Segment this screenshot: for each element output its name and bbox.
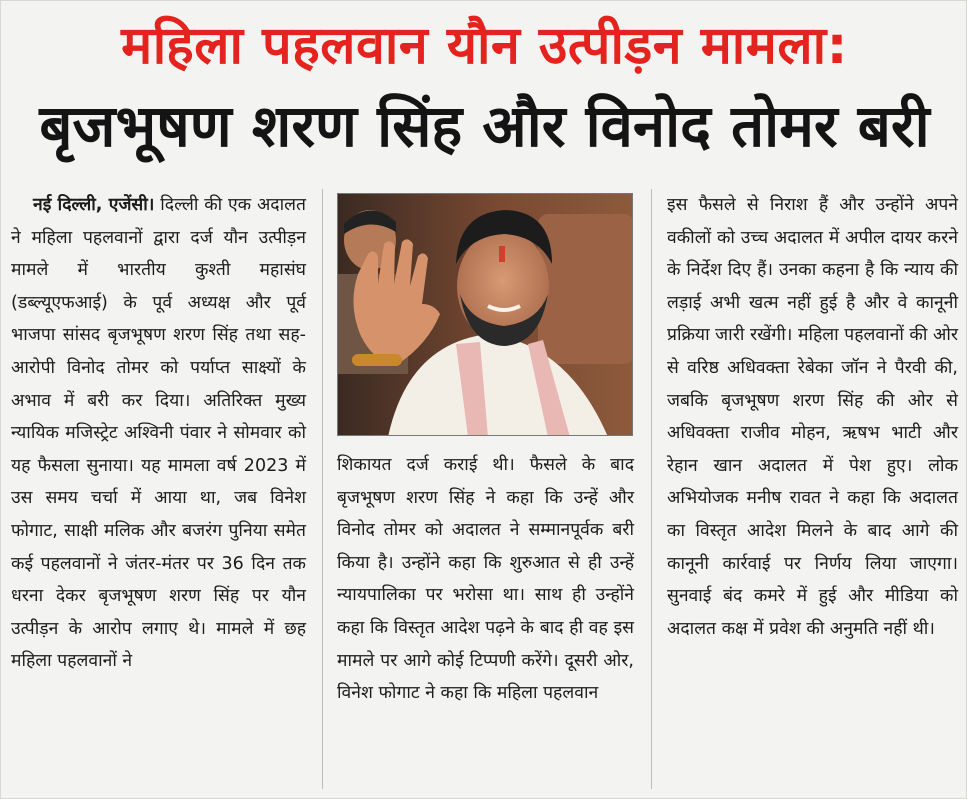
headline-main: बृजभूषण शरण सिंह और विनोद तोमर बरी: [39, 92, 930, 160]
car-seat: [538, 214, 633, 364]
column-divider: [322, 189, 323, 789]
news-photo: [337, 193, 633, 436]
article-column-1: [11, 189, 306, 678]
column-3-text: इस फैसले से निराश हैं और उन्होंने अपने वकीलों को उच्च अदालत में अपील दायर करने के निर्देश दिए हैं। उनका कहना है कि न्याय की लड़ाई अभी खत्म नहीं हुई है और वे कानूनी प्रक्रिया जारी रखेंगी। महिला पहलवानों की ओर से वरिष्ठ अधिवक्ता रेबेका जॉन ने पैरवी की, जबकि बृजभूषण शरण सिंह की ओर से अधिवक्ता राजीव मोहन, ऋषभ भाटी और रेहान खान अदालत में पेश हुए। लोक अभियोजक मनीष रावत ने कहा कि अदालत का विस्तृत आदेश मिलने के बाद आगे की कानूनी कार्रवाई पर निर्णय लिया जाएगा। सुनवाई बंद कमरे में हुई और मीडिया को अदालत कक्ष में प्रवेश की अनुमति नहीं थी।: [667, 195, 959, 639]
bracelet: [352, 354, 402, 366]
article-column-2: [337, 449, 634, 710]
column-divider: [651, 189, 652, 789]
article-column-3: [667, 189, 958, 645]
dateline: नई दिल्ली, एजेंसी।: [33, 195, 155, 215]
tilak: [499, 246, 505, 262]
headline-kicker: महिला पहलवान यौन उत्पीड़न मामला:: [121, 16, 848, 76]
column-2-text: शिकायत दर्ज कराई थी। फैसले के बाद बृजभूषण शरण सिंह ने कहा कि उन्हें और विनोद तोमर को अदालत ने सम्मानपूर्वक बरी किया है। उन्होंने कहा कि शुरुआत से ही उन्हें न्यायपालिका पर भरोसा था। साथ ही उन्होंने कहा कि विस्तृत आदेश पढ़ने के बाद ही वह इस मामले पर आगे कोई टिप्पणी करेंगे। दूसरी ओर, विनेश फोगाट ने कहा कि महिला पहलवान: [337, 455, 634, 704]
column-1-text: दिल्ली की एक अदालत ने महिला पहलवानों द्वारा दर्ज यौन उत्पीड़न मामले में भारतीय कुश्ती महासंघ (डब्ल्यूएफआई) के पूर्व अध्यक्ष और पूर्व भाजपा सांसद बृजभूषण शरण सिंह तथा सह-आरोपी विनोद तोमर को पर्याप्त साक्ष्यों के अभाव में बरी कर दिया। अतिरिक्त मुख्य न्यायिक मजिस्ट्रेट अश्विनी पंवार ने सोमवार को यह फैसला सुनाया। यह मामला वर्ष 2023 में उस समय चर्चा में आया था, जब विनेश फोगाट, साक्षी मलिक और बजरंग पुनिया समेत कई पहलवानों ने जंतर-मंतर पर 36 दिन तक धरना देकर बृजभूषण शरण सिंह पर यौन उत्पीड़न के आरोप लगाए थे। मामले में छह महिला पहलवानों ने: [11, 195, 306, 672]
photo-illustration: [338, 194, 633, 436]
